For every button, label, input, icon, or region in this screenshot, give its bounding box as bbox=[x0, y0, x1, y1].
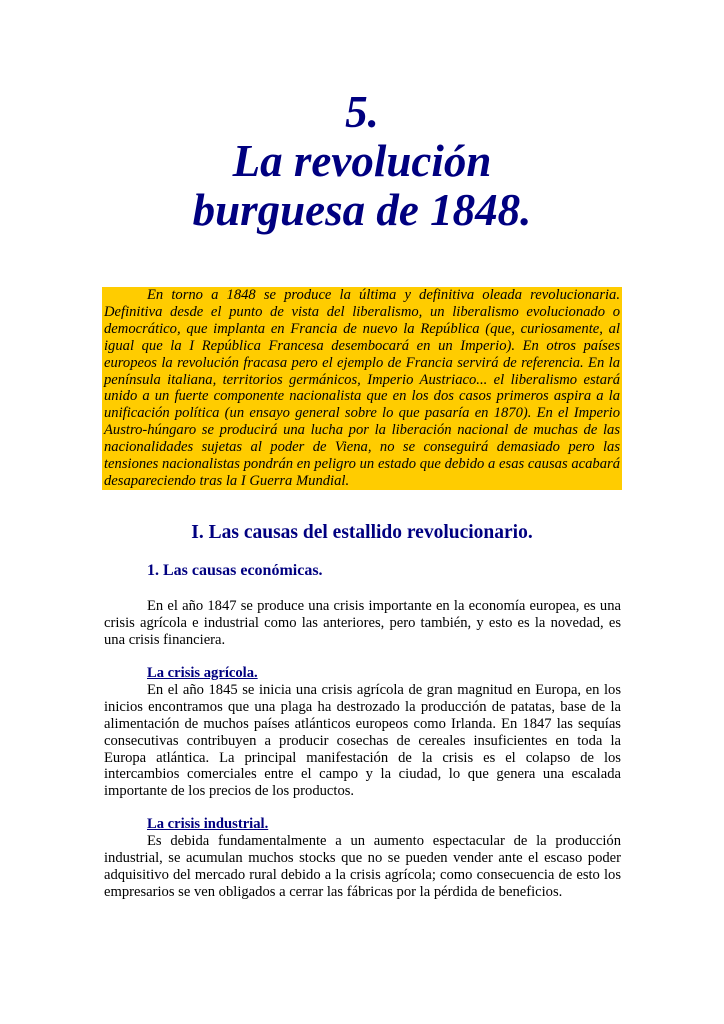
title-line-3: burguesa de 1848. bbox=[192, 185, 532, 235]
industrial-crisis-block bbox=[104, 816, 621, 901]
industrial-crisis-text: Es debida fundamentalmente a un aumento espectacular de la producción industrial, se acumulan muchos stocks que no se pueden vender ante el escaso poder adquisitivo del mercado rural debido a la crisis agrícola; como consecuencia de esto los empresarios se ven obligados a cerrar las fábricas por la pérdida de beneficios. bbox=[104, 832, 621, 900]
title-line-2: La revolución bbox=[232, 136, 492, 186]
agricultural-crisis-title: La crisis agrícola. bbox=[147, 665, 258, 681]
intro-paragraph: En el año 1847 se produce una crisis importante en la economía europea, es una crisis agrícola e industrial como las anteriores, pero también, y esto es la novedad, es una crisis financiera. bbox=[104, 598, 621, 648]
agricultural-crisis-block bbox=[104, 665, 621, 800]
section-heading: I. Las causas del estallido revolucionario. bbox=[191, 522, 533, 543]
agricultural-crisis-text: En el año 1845 se inicia una crisis agrícola de gran magnitud en Europa, en los inicios encontramos que una plaga ha destrozado la producción de patatas, base de la alimentación de muchos países atlánticos europeos como Irlanda. En 1847 las sequías consecutivas contribuyen a producir cosechas de cereales insuficientes en toda la Europa atlántica. La principal manifestación de la crisis es el colapso de los intercambios comerciales entre el campo y la ciudad, lo que genera una escalada importante de los precios de los productos. bbox=[104, 681, 621, 800]
page-title bbox=[0, 88, 724, 235]
industrial-crisis-title: La crisis industrial. bbox=[147, 816, 269, 832]
title-number: 5. bbox=[345, 87, 379, 137]
summary-box: En torno a 1848 se produce la última y definitiva oleada revolucionaria. Definitiva desde el punto de vista del liberalismo, un liberalismo evolucionado o democrático, que implanta en Francia de nuevo la República (que, curiosamente, al igual que la I República Francesa desembocará en un Imperio). En otros países europeos la revolución fracasa pero el ejemplo de Francia servirá de referencia. En la península italiana, territorios germánicos, Imperio Austriaco... el liberalismo estará unido a un fuerte componente nacionalista que en los dos casos primeros aspira a la unificación política (un ensayo general sobre lo que pasaría en 1870). En el Imperio Austro-húngaro se producirá una lucha por la liberación nacional de muchas de las nacionalidades sujetas al poder de Viena, no se conseguirá demasiado pero las tensiones nacionalistas pondrán en peligro un estado que debido a esas causas acabará desapareciendo tras la I Guerra Mundial. bbox=[104, 287, 620, 489]
subsection-heading: 1. Las causas económicas. bbox=[147, 562, 323, 579]
